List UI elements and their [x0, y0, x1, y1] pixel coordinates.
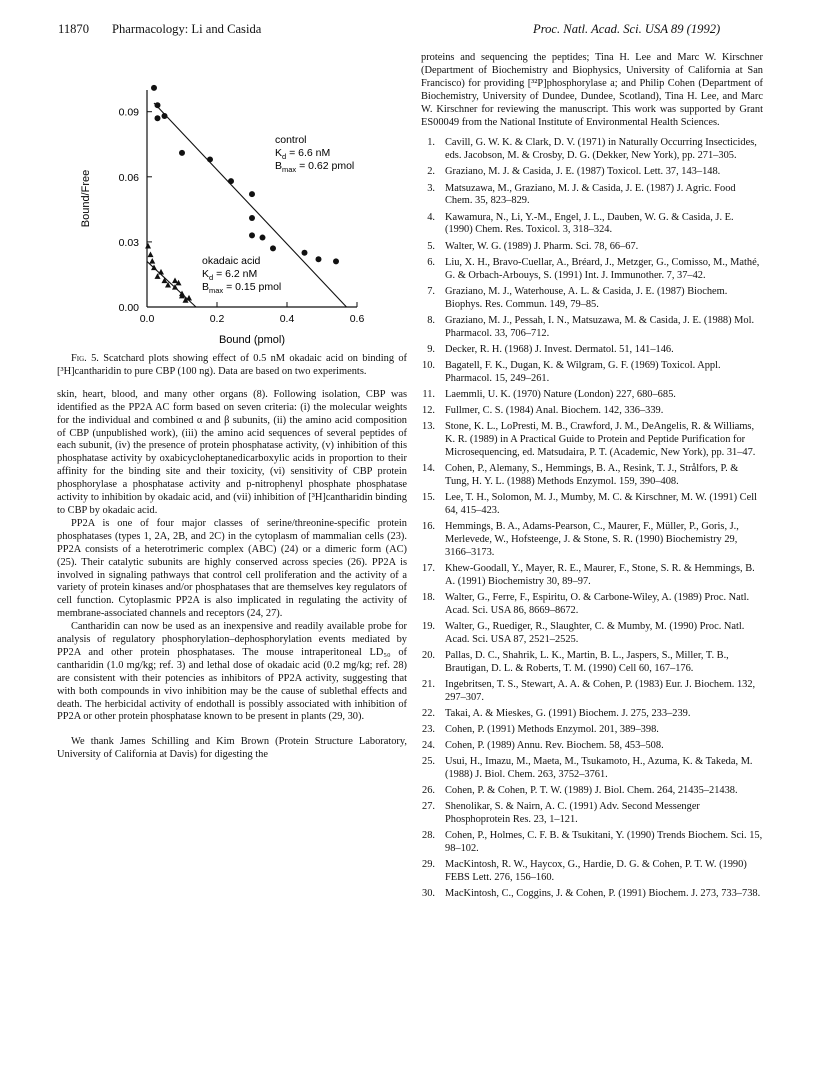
data-point-control: [228, 178, 234, 184]
reference-item: [421, 212, 763, 238]
reference-text: Walter, G., Ferre, F., Espiritu, O. & Carbone-Wiley, A. (1989) Proc. Natl. Acad. Sci. USA 86, 8669–8672.: [445, 591, 750, 616]
reference-text: Matsuzawa, M., Graziano, M. J. & Casida, J. E. (1987) J. Agric. Food Chem. 35, 823–829.: [445, 182, 736, 207]
reference-item: [421, 563, 763, 589]
reference-item: [421, 592, 763, 618]
reference-number: 20.: [422, 649, 435, 661]
reference-text: Khew-Goodall, Y., Mayer, R. E., Maurer, F., Stone, S. R. & Hemmings, B. A. (1991) Biochemistry 30, 89–97.: [445, 562, 755, 587]
reference-item: [421, 183, 763, 209]
reference-item: [421, 360, 763, 386]
reference-number: 22.: [422, 707, 435, 719]
data-point-control: [316, 256, 322, 262]
left-column: [57, 353, 407, 762]
reference-item: [421, 650, 763, 676]
x-axis-label: Bound (pmol): [218, 334, 286, 346]
reference-text: Cohen, P. (1991) Methods Enzymol. 201, 389–398.: [445, 723, 659, 735]
journal-citation: Proc. Natl. Acad. Sci. USA 89 (1992): [533, 22, 721, 36]
reference-item: [421, 405, 763, 418]
reference-number: 18.: [422, 591, 435, 603]
reference-number: 24.: [422, 739, 435, 751]
reference-number: 27.: [422, 801, 435, 813]
reference-number: 4.: [427, 211, 435, 223]
data-point-control: [249, 232, 255, 238]
reference-item: [421, 286, 763, 312]
reference-item: [421, 463, 763, 489]
reference-number: 23.: [422, 723, 435, 735]
running-title: Pharmacology: Li and Casida: [112, 22, 262, 36]
reference-item: [421, 708, 763, 721]
reference-number: 15.: [422, 491, 435, 503]
reference-number: 25.: [422, 756, 435, 767]
reference-text: Graziano, M. J. & Casida, J. E. (1987) Toxicol. Lett. 37, 143–148.: [445, 166, 721, 178]
data-point-control: [270, 245, 276, 251]
x-tick-label: 0.2: [209, 313, 225, 325]
data-point-control: [260, 235, 266, 241]
reference-item: [421, 137, 763, 163]
reference-number: 29.: [422, 859, 435, 871]
data-point-okadaic-acid: [172, 278, 178, 284]
reference-text: Cohen, P. (1989) Annu. Rev. Biochem. 58, 453–508.: [445, 739, 664, 751]
reference-item: [421, 389, 763, 402]
control-annotation: $K_d = 6.6$ nM: [275, 147, 331, 161]
data-point-okadaic-acid: [148, 252, 154, 258]
reference-text: Cohen, P. & Cohen, P. T. W. (1989) J. Biol. Chem. 264, 21435–21438.: [445, 785, 738, 796]
reference-text: MacKintosh, R. W., Haycox, G., Hardie, D. G. & Cohen, P. T. W. (1990) FEBS Lett. 276, 156–160.: [445, 859, 747, 883]
reference-item: [421, 756, 763, 782]
data-point-control: [249, 191, 255, 197]
okadaic-acid-annotation: $K_d = 6.2$ nM: [202, 268, 258, 282]
reference-text: Cohen, P., Holmes, C. F. B. & Tsukitani, Y. (1990) Trends Biochem. Sci. 15, 98–102.: [445, 830, 763, 854]
acknowledgments-continued: proteins and sequencing the peptides; Tina H. Lee and Marc W. Kirschner (Department of Biochemistry and Biophysics, University of California at San Francisco) for providing [³²P]phosphorylase a; and Philip Cohen (Department of Biochemistry, University of Dundee, Dundee, Scotland), Tina H. Lee, and Marc W. Kirschner for reviewing the manuscript. This work was supported by Grant ES00049 from the National Institute of Environmental Health Sciences.: [421, 52, 763, 128]
reference-number: 21.: [422, 678, 435, 690]
reference-item: [421, 344, 763, 357]
reference-item: [421, 801, 763, 827]
reference-text: Hemmings, B. A., Adams-Pearson, C., Maurer, F., Müller, P., Goris, J., Merlevede, W., Hofsteenge, J. & Stone, S. R. (1990) Biochemistry 29, 3166–3173.: [445, 520, 739, 558]
data-point-okadaic-acid: [158, 269, 164, 275]
reference-number: 7.: [427, 285, 435, 297]
reference-number: 13.: [422, 420, 435, 432]
reference-number: 6.: [427, 256, 435, 268]
reference-text: Bagatell, F. K., Dugan, K. & Wilgram, G. F. (1969) Toxicol. Appl. Pharmacol. 15, 249–261.: [445, 359, 721, 384]
data-point-control: [333, 258, 339, 264]
data-point-control: [155, 102, 161, 108]
data-point-control: [302, 250, 308, 256]
reference-text: Lee, T. H., Solomon, M. J., Mumby, M. C. & Kirschner, M. W. (1991) Cell 64, 415–423.: [445, 491, 757, 516]
reference-text: Decker, R. H. (1968) J. Invest. Dermatol. 51, 141–146.: [445, 343, 674, 355]
reference-number: 30.: [422, 888, 435, 900]
data-point-control: [162, 113, 168, 119]
reference-text: Graziano, M. J., Pessah, I. N., Matsuzawa, M. & Casida, J. E. (1988) Mol. Pharmacol. 33, 706–712.: [445, 314, 755, 339]
y-tick-label: 0.09: [118, 106, 139, 119]
reference-number: 1.: [427, 137, 435, 149]
y-tick-label: 0.00: [118, 302, 139, 314]
y-tick-label: 0.06: [118, 171, 139, 184]
scatchard-chart: [57, 80, 397, 348]
right-column: [421, 52, 763, 904]
acknowledgments: We thank James Schilling and Kim Brown (Protein Structure Laboratory, University of California at Davis) for digesting the: [57, 736, 407, 761]
page-number: 11870: [58, 22, 90, 36]
reference-number: 16.: [422, 520, 435, 532]
reference-number: 8.: [427, 314, 435, 326]
reference-text: Laemmli, U. K. (1970) Nature (London) 227, 680–685.: [445, 388, 676, 400]
reference-number: 14.: [422, 462, 435, 474]
reference-text: Kawamura, N., Li, Y.-M., Engel, J. L., Dauben, W. G. & Casida, J. E. (1990) Chem. Res. Toxicol. 3, 318–324.: [445, 211, 734, 236]
reference-text: Usui, H., Imazu, M., Maeta, M., Tsukamoto, H., Azuma, K. & Takeda, M. (1988) J. Biol. Chem. 263, 3752–3761.: [445, 756, 753, 780]
reference-item: [421, 241, 763, 254]
reference-number: 2.: [427, 166, 435, 178]
body-paragraph: skin, heart, blood, and many other organs (8). Following isolation, CBP was identified as the PP2A AC form based on seven criteria: (i) the molecular weights for the individual and combined α and β subunits, (ii) the amino acid composition of CBP (unpublished work), (iii) the amino acid sequences of several peptides of each subunit, (iv) the presence of protein phosphatase activity, (v) inhibition of this phosphatase activity by oxabicycloheptanedicarboxylic acids in proportion to their affinity for the binding site and their toxicity, (vi) sensitivity of CBP protein phosphorylase a phosphatase activity and p-nitrophenyl phosphate phosphatase activity to inhibition by okadaic acid, and (vii) inhibition of [³H]cantharidin binding to CBP by okadaic acid.: [57, 388, 407, 516]
data-point-control: [155, 115, 161, 121]
reference-number: 5.: [427, 240, 435, 252]
reference-text: MacKintosh, C., Coggins, J. & Cohen, P. (1991) Biochem. J. 273, 733–738.: [445, 888, 761, 900]
reference-text: Cohen, P., Alemany, S., Hemmings, B. A., Resink, T. J., Strålfors, P. & Tung, H. Y. L. (1988) Methods Enzymol. 159, 390–408.: [445, 462, 739, 487]
caption-label: Fig. 5.: [71, 353, 99, 364]
reference-number: 9.: [427, 343, 435, 355]
reference-number: 3.: [427, 182, 435, 194]
data-point-okadaic-acid: [149, 258, 155, 264]
reference-number: 12.: [422, 404, 435, 416]
reference-item: [421, 521, 763, 560]
reference-item: [421, 740, 763, 753]
page-header: [0, 22, 816, 42]
body-paragraph: PP2A is one of four major classes of serine/threonine-specific protein phosphatases (types 1, 2A, 2B, and 2C) in the cytoplasm of mammalian cells (23). PP2A consists of a heterotrimeric complex (ABC) (24) or a dimeric form (AC) (25). Their catalytic subunits are highly conserved across species (26). PP2A is involved in signaling pathways that control cell proliferation and the activity of a variety of protein kinases and/or phosphatases that are themselves key regulators of cell function. Cytoplasmic PP2A is also implicated in regulating the activity of membrane-associated channels and receptors (24, 27).: [57, 517, 407, 620]
reference-number: 26.: [422, 785, 435, 796]
reference-item: [421, 724, 763, 737]
reference-item: [421, 421, 763, 460]
reference-text: Fullmer, C. S. (1984) Anal. Biochem. 142, 336–339.: [445, 404, 664, 416]
reference-item: [421, 257, 763, 283]
reference-item: [421, 166, 763, 179]
reference-text: Shenolikar, S. & Nairn, A. C. (1991) Adv. Second Messenger Phosphoprotein Res. 23, 1–121.: [445, 801, 700, 825]
reference-text: Stone, K. L., LoPresti, M. B., Crawford, J. M., DeAngelis, R. & Williams, K. R. (1989) in A Practical Guide to Protein and Peptide Purification for Microsequencing, ed. Matsudaira, P. T. (Academic, New York), pp. 31–47.: [445, 420, 756, 458]
control-annotation: $B_{max} = 0.62$ pmol: [275, 160, 355, 174]
reference-text: Takai, A. & Mieskes, G. (1991) Biochem. J. 275, 233–239.: [445, 707, 691, 719]
reference-text: Cavill, G. W. K. & Clark, D. V. (1971) in Naturally Occurring Insecticides, eds. Jacobson, M. & Crosby, D. G. (Dekker, New York), pp. 271–305.: [445, 137, 757, 162]
y-axis-label: Bound/Free: [80, 169, 92, 228]
reference-item: [421, 679, 763, 705]
reference-text: Walter, G., Ruediger, R., Slaughter, C. & Mumby, M. (1990) Proc. Natl. Acad. Sci. USA 87, 2521–2525.: [445, 620, 745, 645]
okadaic-acid-annotation: $B_{max} = 0.15$ pmol: [202, 281, 282, 295]
reference-number: 17.: [422, 562, 435, 574]
reference-text: Ingebritsen, T. S., Stewart, A. A. & Cohen, P. (1983) Eur. J. Biochem. 132, 297–307.: [445, 678, 756, 703]
x-tick-label: 0.0: [139, 313, 155, 325]
reference-list: [421, 137, 763, 901]
data-point-control: [179, 150, 185, 156]
reference-item: [421, 785, 763, 798]
reference-item: [421, 859, 763, 885]
reference-text: Pallas, D. C., Shahrik, L. K., Martin, B. L., Jaspers, S., Miller, T. B., Brautigan, D. L. & Roberts, T. M. (1990) Cell 60, 167–176.: [445, 649, 729, 674]
reference-item: [421, 888, 763, 901]
reference-item: [421, 492, 763, 518]
reference-number: 10.: [422, 359, 435, 371]
data-point-okadaic-acid: [186, 295, 192, 301]
x-tick-label: 0.4: [279, 313, 295, 325]
data-point-control: [151, 85, 157, 91]
figure-caption: [57, 353, 407, 379]
y-tick-label: 0.03: [118, 236, 139, 249]
data-point-okadaic-acid: [145, 243, 151, 249]
body-paragraph: Cantharidin can now be used as an inexpensive and readily available probe for analysis of regulatory phosphorylation–dephosphorylation events mediated by PP2A and other protein phosphatases. The mouse intraperitoneal LD₅₀ of cantharidin (1.0 mg/kg; ref. 3) and lethal dose of okadaic acid (0.2 mg/kg; ref. 28) are consistent with their potencies as inhibitors of PP2A activity, suggesting that with both compounds in vivo inhibition may be the cause of sublethal effects and death. The herbicidal activity of endothall is possibly associated with inhibition of PP2A or other protein phosphatase known to be present in plants (29, 30).: [57, 621, 407, 723]
reference-number: 19.: [422, 620, 435, 632]
reference-item: [421, 621, 763, 647]
reference-text: Graziano, M. J., Waterhouse, A. L. & Casida, J. E. (1987) Biochem. Biophys. Res. Commun. 149, 79–85.: [445, 285, 728, 310]
control-annotation: control: [275, 134, 307, 146]
data-point-control: [249, 215, 255, 221]
reference-item: [421, 830, 763, 856]
reference-number: 11.: [422, 388, 435, 400]
reference-text: Liu, X. H., Bravo-Cuellar, A., Bréard, J., Metzger, G., Comisso, M., Mathé, G. & Orbach-Arbouys, S. (1991) Int. J. Immunother. 7, 37–42.: [445, 256, 760, 281]
x-tick-label: 0.6: [349, 313, 365, 325]
reference-text: Walter, W. G. (1989) J. Pharm. Sci. 78, 66–67.: [445, 240, 639, 252]
data-point-control: [207, 156, 213, 162]
reference-item: [421, 315, 763, 341]
reference-number: 28.: [422, 830, 435, 842]
okadaic-acid-annotation: okadaic acid: [202, 255, 261, 267]
caption-text: Scatchard plots showing effect of 0.5 nM okadaic acid on binding of [³H]cantharidin to pure CBP (100 ng). Data are based on two experiments.: [57, 353, 408, 377]
